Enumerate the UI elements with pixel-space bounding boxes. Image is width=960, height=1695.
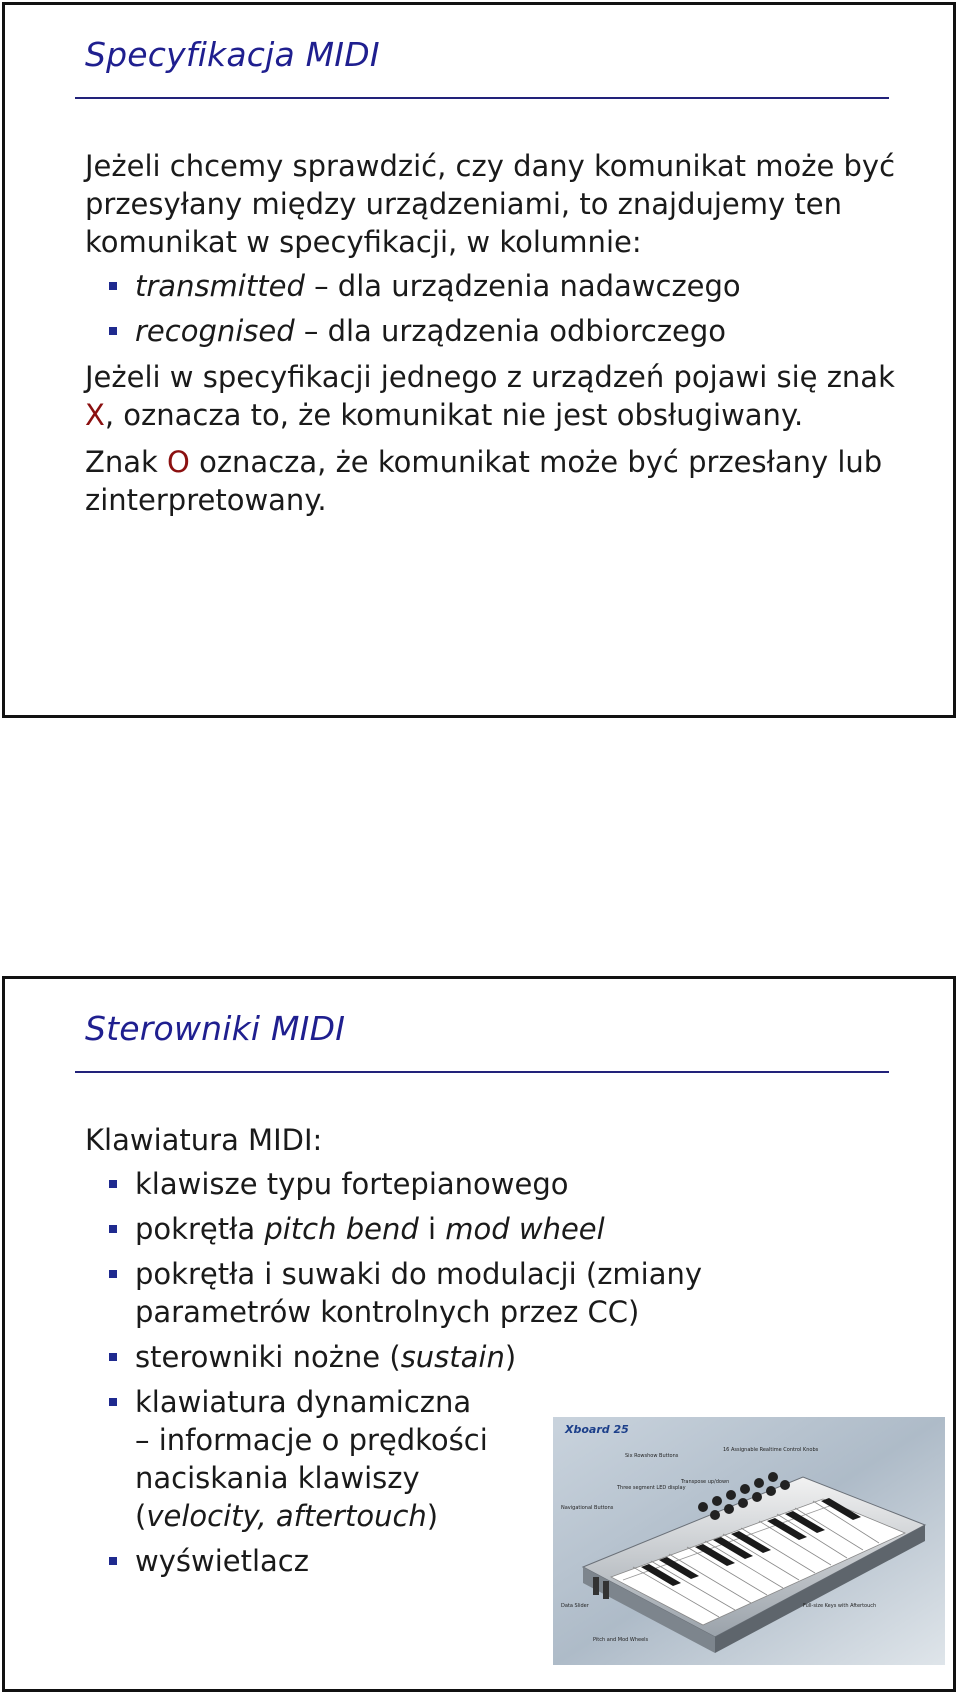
term: transmitted [135, 269, 305, 303]
callout-label: Six Rowshow Buttons [625, 1453, 679, 1459]
list-item [85, 267, 915, 305]
list-item [85, 312, 915, 350]
list-item [85, 1338, 915, 1376]
slide-sterowniki [2, 976, 956, 1692]
list-item: pokrętła i suwaki do modulacji (zmiany parametrów kontrolnych przez CC) [85, 1255, 855, 1331]
text-line: naciskania klawiszy [135, 1461, 420, 1495]
callout-label: Data Slider [561, 1603, 589, 1609]
term: pitch bend [264, 1212, 419, 1246]
mod-wheel [603, 1581, 609, 1599]
term-description: – dla urządzenia nadawczego [304, 269, 741, 303]
slide-title: Sterowniki MIDI [85, 1009, 346, 1048]
text-run: pokrętła [135, 1212, 265, 1246]
intro-paragraph: Klawiatura MIDI: [85, 1123, 323, 1157]
title-divider [75, 1071, 889, 1073]
text-line: – informacje o prędkości [135, 1423, 488, 1457]
list-item [85, 1210, 915, 1248]
slide-specyfikacja [2, 2, 956, 718]
title-divider [75, 97, 889, 99]
text-run: ) [504, 1340, 517, 1374]
term-description: – dla urządzenia odbiorczego [294, 314, 727, 348]
o-mark: O [167, 445, 190, 479]
text-run: ) [426, 1499, 439, 1533]
callout-label: 16 Assignable Realtime Control Knobs [723, 1447, 819, 1453]
text-run: ( [135, 1499, 147, 1533]
image-caption: Xboard 25 [565, 1423, 629, 1436]
term: sustain [400, 1340, 505, 1374]
text-line: klawiatura dynamiczna [135, 1385, 472, 1419]
pitch-wheel [593, 1577, 599, 1595]
callout-label: Pitch and Mod Wheels [593, 1637, 649, 1643]
x-mark: X [85, 398, 105, 432]
intro-paragraph: Jeżeli chcemy sprawdzić, czy dany komunikat może być przesyłany między urządzeniami, to znajdujemy ten komunikat w specyfikacji, w kolumnie: [85, 149, 896, 259]
list-item: wyświetlacz [85, 1542, 915, 1580]
x-mark-paragraph [85, 358, 915, 434]
o-mark-paragraph [85, 443, 915, 519]
callout-label: Transpose up/down [681, 1479, 730, 1485]
midi-keyboard-image [553, 1417, 945, 1665]
term: recognised [135, 314, 295, 348]
text-run: i [418, 1212, 446, 1246]
text-run: Jeżeli w specyfikacji jednego z urządzeń pojawi się znak [85, 360, 895, 394]
callout-label: Full-size Keys with Aftertouch [803, 1603, 877, 1609]
list-item: klawisze typu fortepianowego [85, 1165, 915, 1203]
term: velocity, aftertouch [146, 1499, 427, 1533]
slide-title: Specyfikacja MIDI [85, 35, 380, 74]
callout-label: Navigational Buttons [561, 1505, 614, 1511]
text-run: oznacza, że komunikat może być przesłany lub zinterpretowany. [85, 445, 883, 517]
callout-label: Three segment LED display [617, 1485, 686, 1491]
term: mod wheel [445, 1212, 605, 1246]
text-run: Znak [85, 445, 168, 479]
text-run: sterowniki nożne ( [135, 1340, 401, 1374]
text-run: , oznacza to, że komunikat nie jest obsługiwany. [104, 398, 804, 432]
slide-body [85, 147, 915, 519]
bullet-list [85, 267, 915, 350]
